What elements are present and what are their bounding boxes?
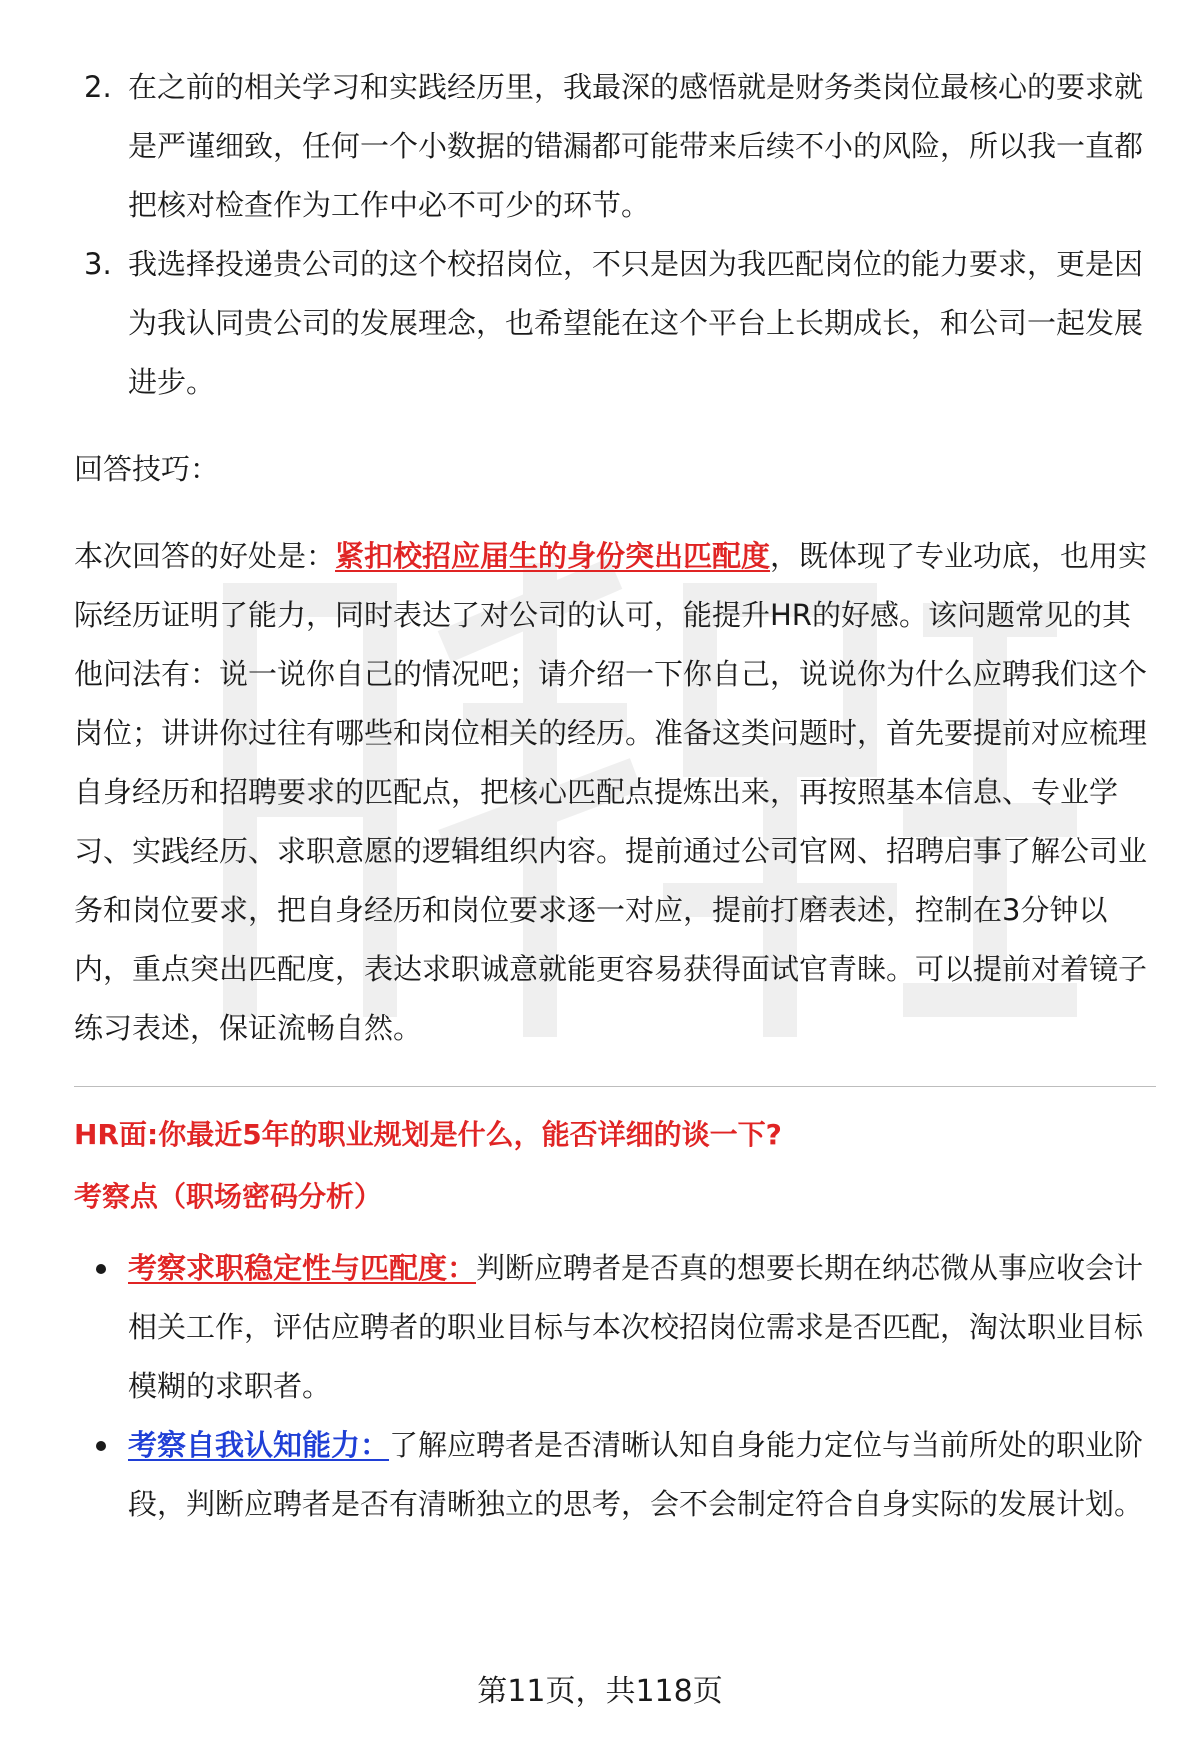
list-item (74, 235, 1154, 412)
bullet-dot-icon (96, 1264, 106, 1274)
section-divider (74, 1086, 1156, 1087)
list-number: 3. (84, 247, 112, 281)
tips-paragraph (74, 527, 1154, 1058)
bullet-text: 了解应聘者是否清晰认知自身能力定位与当前所处的职业阶段，判断应聘者是否有清晰独立的思考，会不会制定符合自身实际的发展计划。 (128, 1428, 1144, 1521)
page-footer: 第11页，共118页 (477, 1674, 723, 1709)
tips-prefix: 本次回答的好处是： (74, 539, 336, 573)
document-body (74, 58, 1154, 1534)
bullet-item (74, 1416, 1154, 1534)
bullet-label: 考察求职稳定性与匹配度： (128, 1251, 477, 1285)
tips-highlight: 紧扣校招应届生的身份突出匹配度 (335, 539, 771, 573)
bullet-list (74, 1239, 1154, 1534)
question-title: HR面:你最近5年的职业规划是什么，能否详细的谈一下? (74, 1118, 782, 1151)
analysis-title: 考察点（职场密码分析） (74, 1180, 383, 1213)
list-item-text: 我选择投递贵公司的这个校招岗位，不只是因为我匹配岗位的能力要求，更是因为我认同贵公司的发展理念，也希望能在这个平台上长期成长，和公司一起发展进步。 (128, 247, 1144, 399)
bullet-label: 考察自我认知能力： (128, 1428, 390, 1462)
numbered-list (74, 58, 1154, 412)
list-number: 2. (84, 70, 112, 104)
bullet-dot-icon (96, 1441, 106, 1451)
bullet-item (74, 1239, 1154, 1416)
tips-heading: 回答技巧： (74, 452, 220, 486)
list-item-text: 在之前的相关学习和实践经历里，我最深的感悟就是财务类岗位最核心的要求就是严谨细致，任何一个小数据的错漏都可能带来后续不小的风险，所以我一直都把核对检查作为工作中必不可少的环节。 (128, 70, 1144, 222)
list-item (74, 58, 1154, 235)
bullet-text: 判断应聘者是否真的想要长期在纳芯微从事应收会计相关工作，评估应聘者的职业目标与本次校招岗位需求是否匹配，淘汰职业目标模糊的求职者。 (128, 1251, 1144, 1403)
tips-rest: ，既体现了专业功底，也用实际经历证明了能力，同时表达了对公司的认可，能提升HR的好感。该问题常见的其他问法有：说一说你自己的情况吧；请介绍一下你自己，说说你为什么应聘我们这个岗位；讲讲你过往有哪些和岗位相关的经历。准备这类问题时，首先要提前对应梳理自身经历和招聘要求的匹配点，把核心匹配点提炼出来，再按照基本信息、专业学习、实践经历、求职意愿的逻辑组织内容。提前通过公司官网、招聘启事了解公司业务和岗位要求，把自身经历和岗位要求逐一对应，提前打磨表述，控制在3分钟以内，重点突出匹配度，表达求职诚意就能更容易获得面试官青睐。可以提前对着镜子练习表述，保证流畅自然。 (74, 539, 1148, 1045)
